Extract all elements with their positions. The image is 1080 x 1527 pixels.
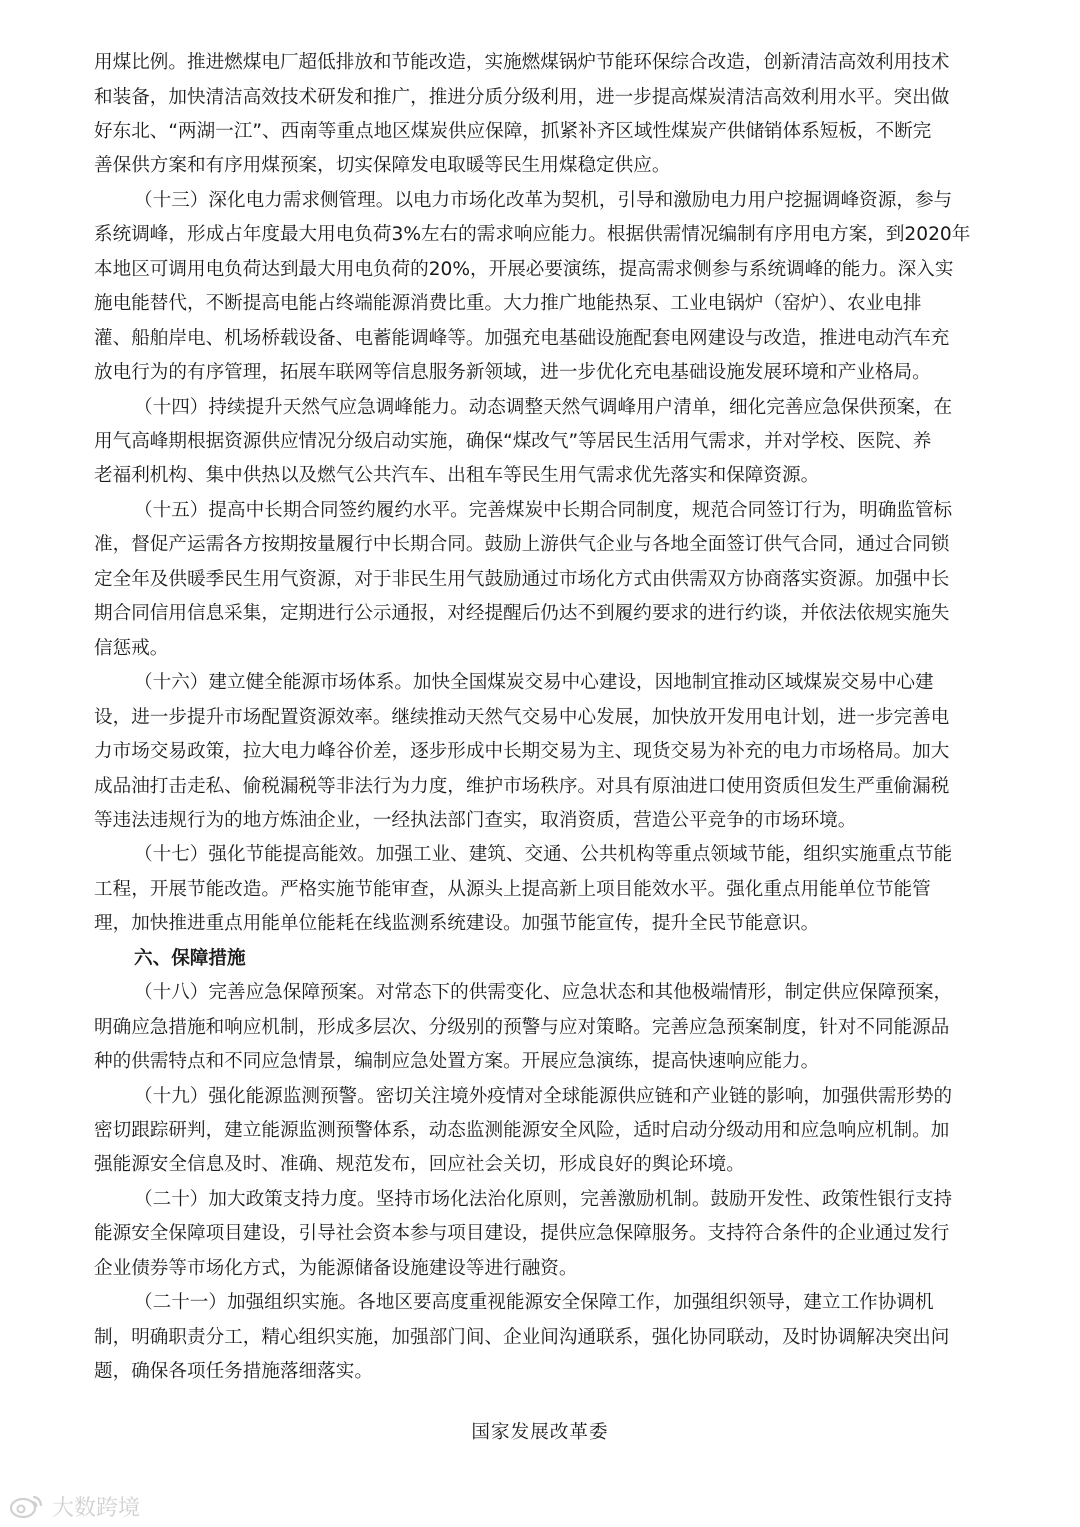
text-line: 密切跟踪研判，建立能源监测预警体系，动态监测能源安全风险，适时启动分级动用和应急响应机制。加 [94,1120,950,1141]
text-line: 种的供需特点和不同应急情景，编制应急处置方案。开展应急演练，提高快速响应能力。 [94,1051,820,1073]
text-line: 和装备，加快清洁高效技术研发和推广，推进分质分级利用，进一步提高煤炭清洁高效利用水平。突出做 [94,86,950,108]
text-line: （二十一）加强组织实施。各地区要高度重视能源安全保障工作，加强组织领导，建立工作协调机 [134,1292,934,1314]
text-line: 放电行为的有序管理，拓展车联网等信息服务新领域，进一步优化充电基础设施发展环境和产业格局。 [94,362,931,384]
text-line: （十三）深化电力需求侧管理。以电力市场化改革为契机，引导和激励电力用户挖掘调峰资源，参与 [134,189,953,211]
text-line: 工程，开展节能改造。严格实施节能审查，从源头上提高新上项目能效水平。强化重点用能单位节能管 [94,878,931,900]
watermark [8,1489,140,1523]
text-line: （十七）强化节能提高能效。加强工业、建筑、交通、公共机构等重点领域节能，组织实施重点节能 [134,844,953,866]
text-line: 施电能替代，不断提高电能占终端能源消费比重。大力推广地能热泵、工业电锅炉（窑炉）、农业电排 [94,293,922,315]
text-line: 老福利机构、集中供热以及燃气公共汽车、出租车等民生用气需求优先落实和保障资源。 [94,465,820,487]
text-line: 理，加快推进重点用能单位能耗在线监测系统建设。加强节能宣传，提升全民节能意识。 [94,913,820,935]
text-line: 用气高峰期根据资源供应情况分级启动实施，确保“煤改气”等居民生活用气需求，并对学校、医院、养 [94,431,932,452]
text-line: 信惩戒。 [94,637,169,659]
text-line: 题，确保各项任务措施落细落实。 [94,1361,373,1383]
text-line: 成品油打击走私、偷税漏税等非法行为力度，维护市场秩序。对具有原油进口使用资质但发生严重偷漏税 [94,775,950,797]
text-line: 制，明确职责分工，精心组织实施，加强部门间、企业间沟通联系，强化协同联动，及时协调解决突出问 [94,1326,950,1348]
text-line: 期合同信用信息采集，定期进行公示通报，对经提醒后仍达不到履约要求的进行约谈，并依法依规实施失 [94,603,950,625]
text-line: 明确应急措施和响应机制，形成多层次、分级别的预警与应对策略。完善应急预案制度，针对不同能源品 [94,1016,950,1038]
text-line: 用煤比例。推进燃煤电厂超低排放和节能改造，实施燃煤锅炉节能环保综合改造，创新清洁高效利用技术 [94,52,950,73]
watermark-text: 大数跨境 [52,1495,141,1521]
text-line: 善保供方案和有序用煤预案，切实保障发电取暖等民生用煤稳定供应。 [94,155,671,177]
text-line: （十四）持续提升天然气应急调峰能力。动态调整天然气调峰用户清单，细化完善应急保供预案，在 [134,396,953,418]
text-line: 能源安全保障项目建设，引导社会资本参与项目建设，提供应急保障服务。支持符合条件的企业通过发行 [94,1223,950,1245]
text-line: （十九）强化能源监测预警。密切关注境外疫情对全球能源供应链和产业链的影响，加强供需形势的 [134,1085,953,1107]
text-line: 设，进一步提升市场配置资源效率。继续推动天然气交易中心发展，加快放开发用电计划，进一步完善电 [94,706,950,728]
signature: 国家发展改革委 [471,1422,609,1443]
text-line: 准，督促产运需各方按期按量履行中长期合同。鼓励上游供气企业与各地全面签订供气合同，通过合同锁 [94,534,950,556]
text-line: 好东北、“两湖一江”、西南等重点地区煤炭供应保障，抓紧补齐区域性煤炭产供储销体系短板，不断完 [94,120,932,142]
text-line: 企业债券等市场化方式，为能源储备设施建设等进行融资。 [94,1257,578,1279]
section-heading: 六、保障措施 [134,947,246,969]
text-line: （二十）加大政策支持力度。坚持市场化法治化原则，完善激励机制。鼓励开发性、政策性银行支持 [134,1188,953,1210]
text-line: 灌、船舶岸电、机场桥载设备、电蓄能调峰等。加强充电基础设施配套电网建设与改造，推进电动汽车充 [94,327,950,349]
text-line: 力市场交易政策，拉大电力峰谷价差，逐步形成中长期交易为主、现货交易为补充的电力市场格局。加大 [94,741,950,762]
text-line: 等违法违规行为的地方炼油企业，一经执法部门查实，取消资质，营造公平竞争的市场环境。 [94,809,857,831]
text-line: （十六）建立健全能源市场体系。加快全国煤炭交易中心建设，因地制宜推动区域煤炭交易中心建 [134,672,934,694]
text-line: 定全年及供暖季民生用气资源，对于非民生用气鼓励通过市场化方式由供需双方协商落实资源。加强中长 [94,568,950,590]
text-line: （十八）完善应急保障预案。对常态下的供需变化、应急状态和其他极端情形，制定供应保障预案， [134,982,953,1004]
text-line: 系统调峰，形成占年度最大用电负荷3%左右的需求响应能力。根据供需情况编制有序用电方案，到2020年 [94,224,971,246]
text-line: 本地区可调用电负荷达到最大用电负荷的20%，开展必要演练，提高需求侧参与系统调峰的能力。深入实 [94,258,954,280]
text-line: （十五）提高中长期合同签约履约水平。完善煤炭中长期合同制度，规范合同签订行为，明确监管标 [134,499,953,521]
weibo-logo-icon [8,1493,46,1519]
text-line: 强能源安全信息及时、准确、规范发布，回应社会关切，形成良好的舆论环境。 [94,1154,745,1176]
